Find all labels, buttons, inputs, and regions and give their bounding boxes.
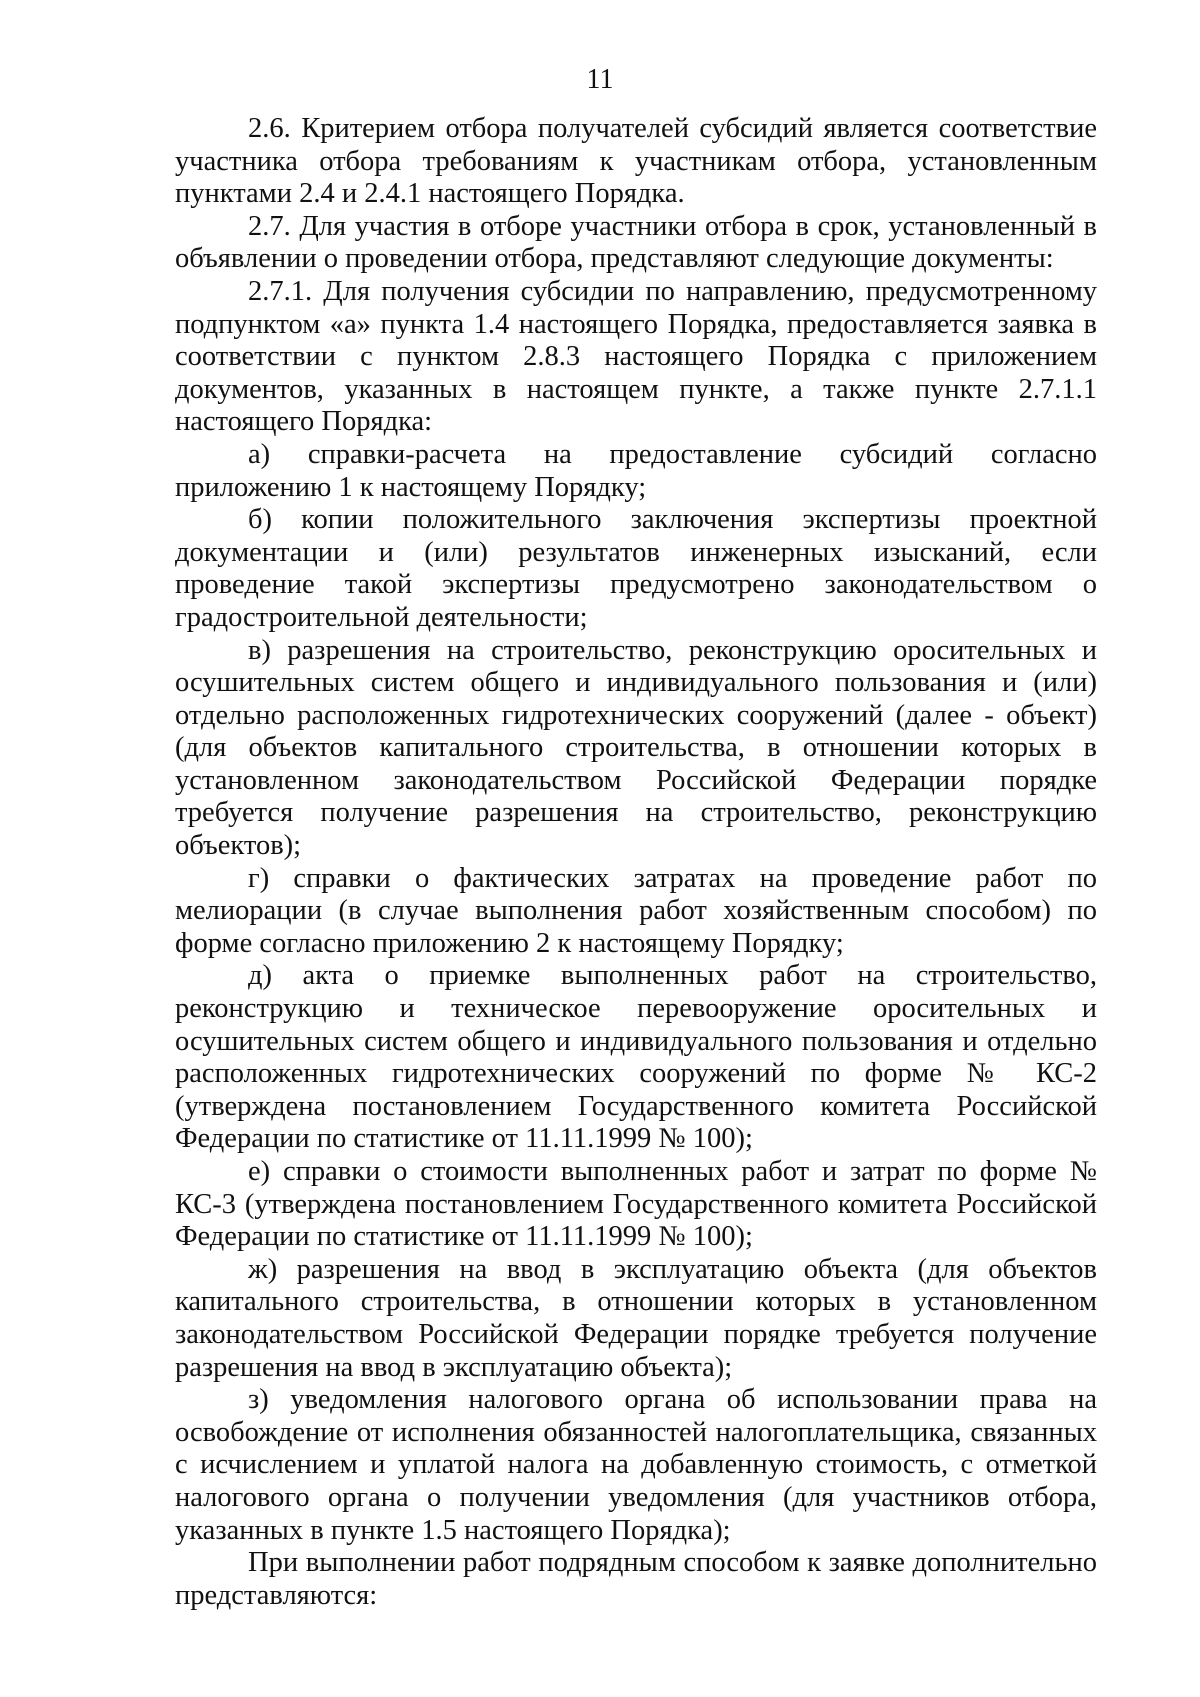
paragraph-contract-method: При выполнении работ подрядным способом к заявке дополнительно представляются: — [175, 1547, 1097, 1611]
list-item-zh: ж) разрешения на ввод в эксплуатацию объекта (для объектов капитального строительства, в отношении которых в установленном законодательством Российской Федерации порядке требуется получение разрешения на ввод в эксплуатацию объекта); — [175, 1253, 1097, 1383]
paragraph-2-6: 2.6. Критерием отбора получателей субсидий является соответствие участника отбора требованиям к участникам отбора, установленным пунктами 2.4 и 2.4.1 настоящего Порядка. — [175, 113, 1097, 210]
list-item-d: д) акта о приемке выполненных работ на строительство, реконструкцию и техническое перевооружение оросительных и осушительных систем общего и индивидуального пользования и отдельно расположенных гидротехнических сооружений по форме № КС-2 (утверждена постановлением Государственного комитета Российской Федерации по статистике от 11.11.1999 № 100); — [175, 960, 1097, 1155]
list-item-v: в) разрешения на строительство, реконструкцию оросительных и осушительных систем общего и индивидуального пользования и (или) отдельно расположенных гидротехнических сооружений (далее - объект) (для объектов капитального строительства, в отношении которых в установленном законодательством Российской Федерации порядке требуется получение разрешения на строительство, реконструкцию объектов); — [175, 634, 1097, 862]
document-body — [175, 113, 1097, 1612]
paragraph-2-7: 2.7. Для участия в отборе участники отбора в срок, установленный в объявлении о проведении отбора, представляют следующие документы: — [175, 210, 1097, 275]
list-item-e: е) справки о стоимости выполненных работ и затрат по форме № КС-3 (утверждена постановлением Государственного комитета Российской Федерации по статистике от 11.11.1999 № 100); — [175, 1156, 1097, 1253]
list-item-b: б) копии положительного заключения экспертизы проектной документации и (или) результатов инженерных изысканий, если проведение такой экспертизы предусмотрено законодательством о градостроительной деятельности; — [175, 504, 1097, 633]
page-number: 11 — [586, 64, 614, 95]
list-item-g: г) справки о фактических затратах на проведение работ по мелиорации (в случае выполнения работ хозяйственным способом) по форме согласно приложению 2 к настоящему Порядку; — [175, 862, 1097, 959]
list-item-a: а) справки-расчета на предоставление субсидий согласно приложению 1 к настоящему Порядку; — [175, 438, 1097, 503]
list-item-z: з) уведомления налогового органа об использовании права на освобождение от исполнения обязанностей налогоплательщика, связанных с исчислением и уплатой налога на добавленную стоимость, с отметкой налогового органа о получении уведомления (для участников отбора, указанных в пункте 1.5 настоящего Порядка); — [175, 1384, 1097, 1546]
paragraph-2-7-1: 2.7.1. Для получения субсидии по направлению, предусмотренному подпунктом «а» пункта 1.4 настоящего Порядка, предоставляется заявка в соответствии с пунктом 2.8.3 настоящего Порядка с приложением документов, указанных в настоящем пункте, а также пункте 2.7.1.1 настоящего Порядка: — [175, 275, 1097, 438]
